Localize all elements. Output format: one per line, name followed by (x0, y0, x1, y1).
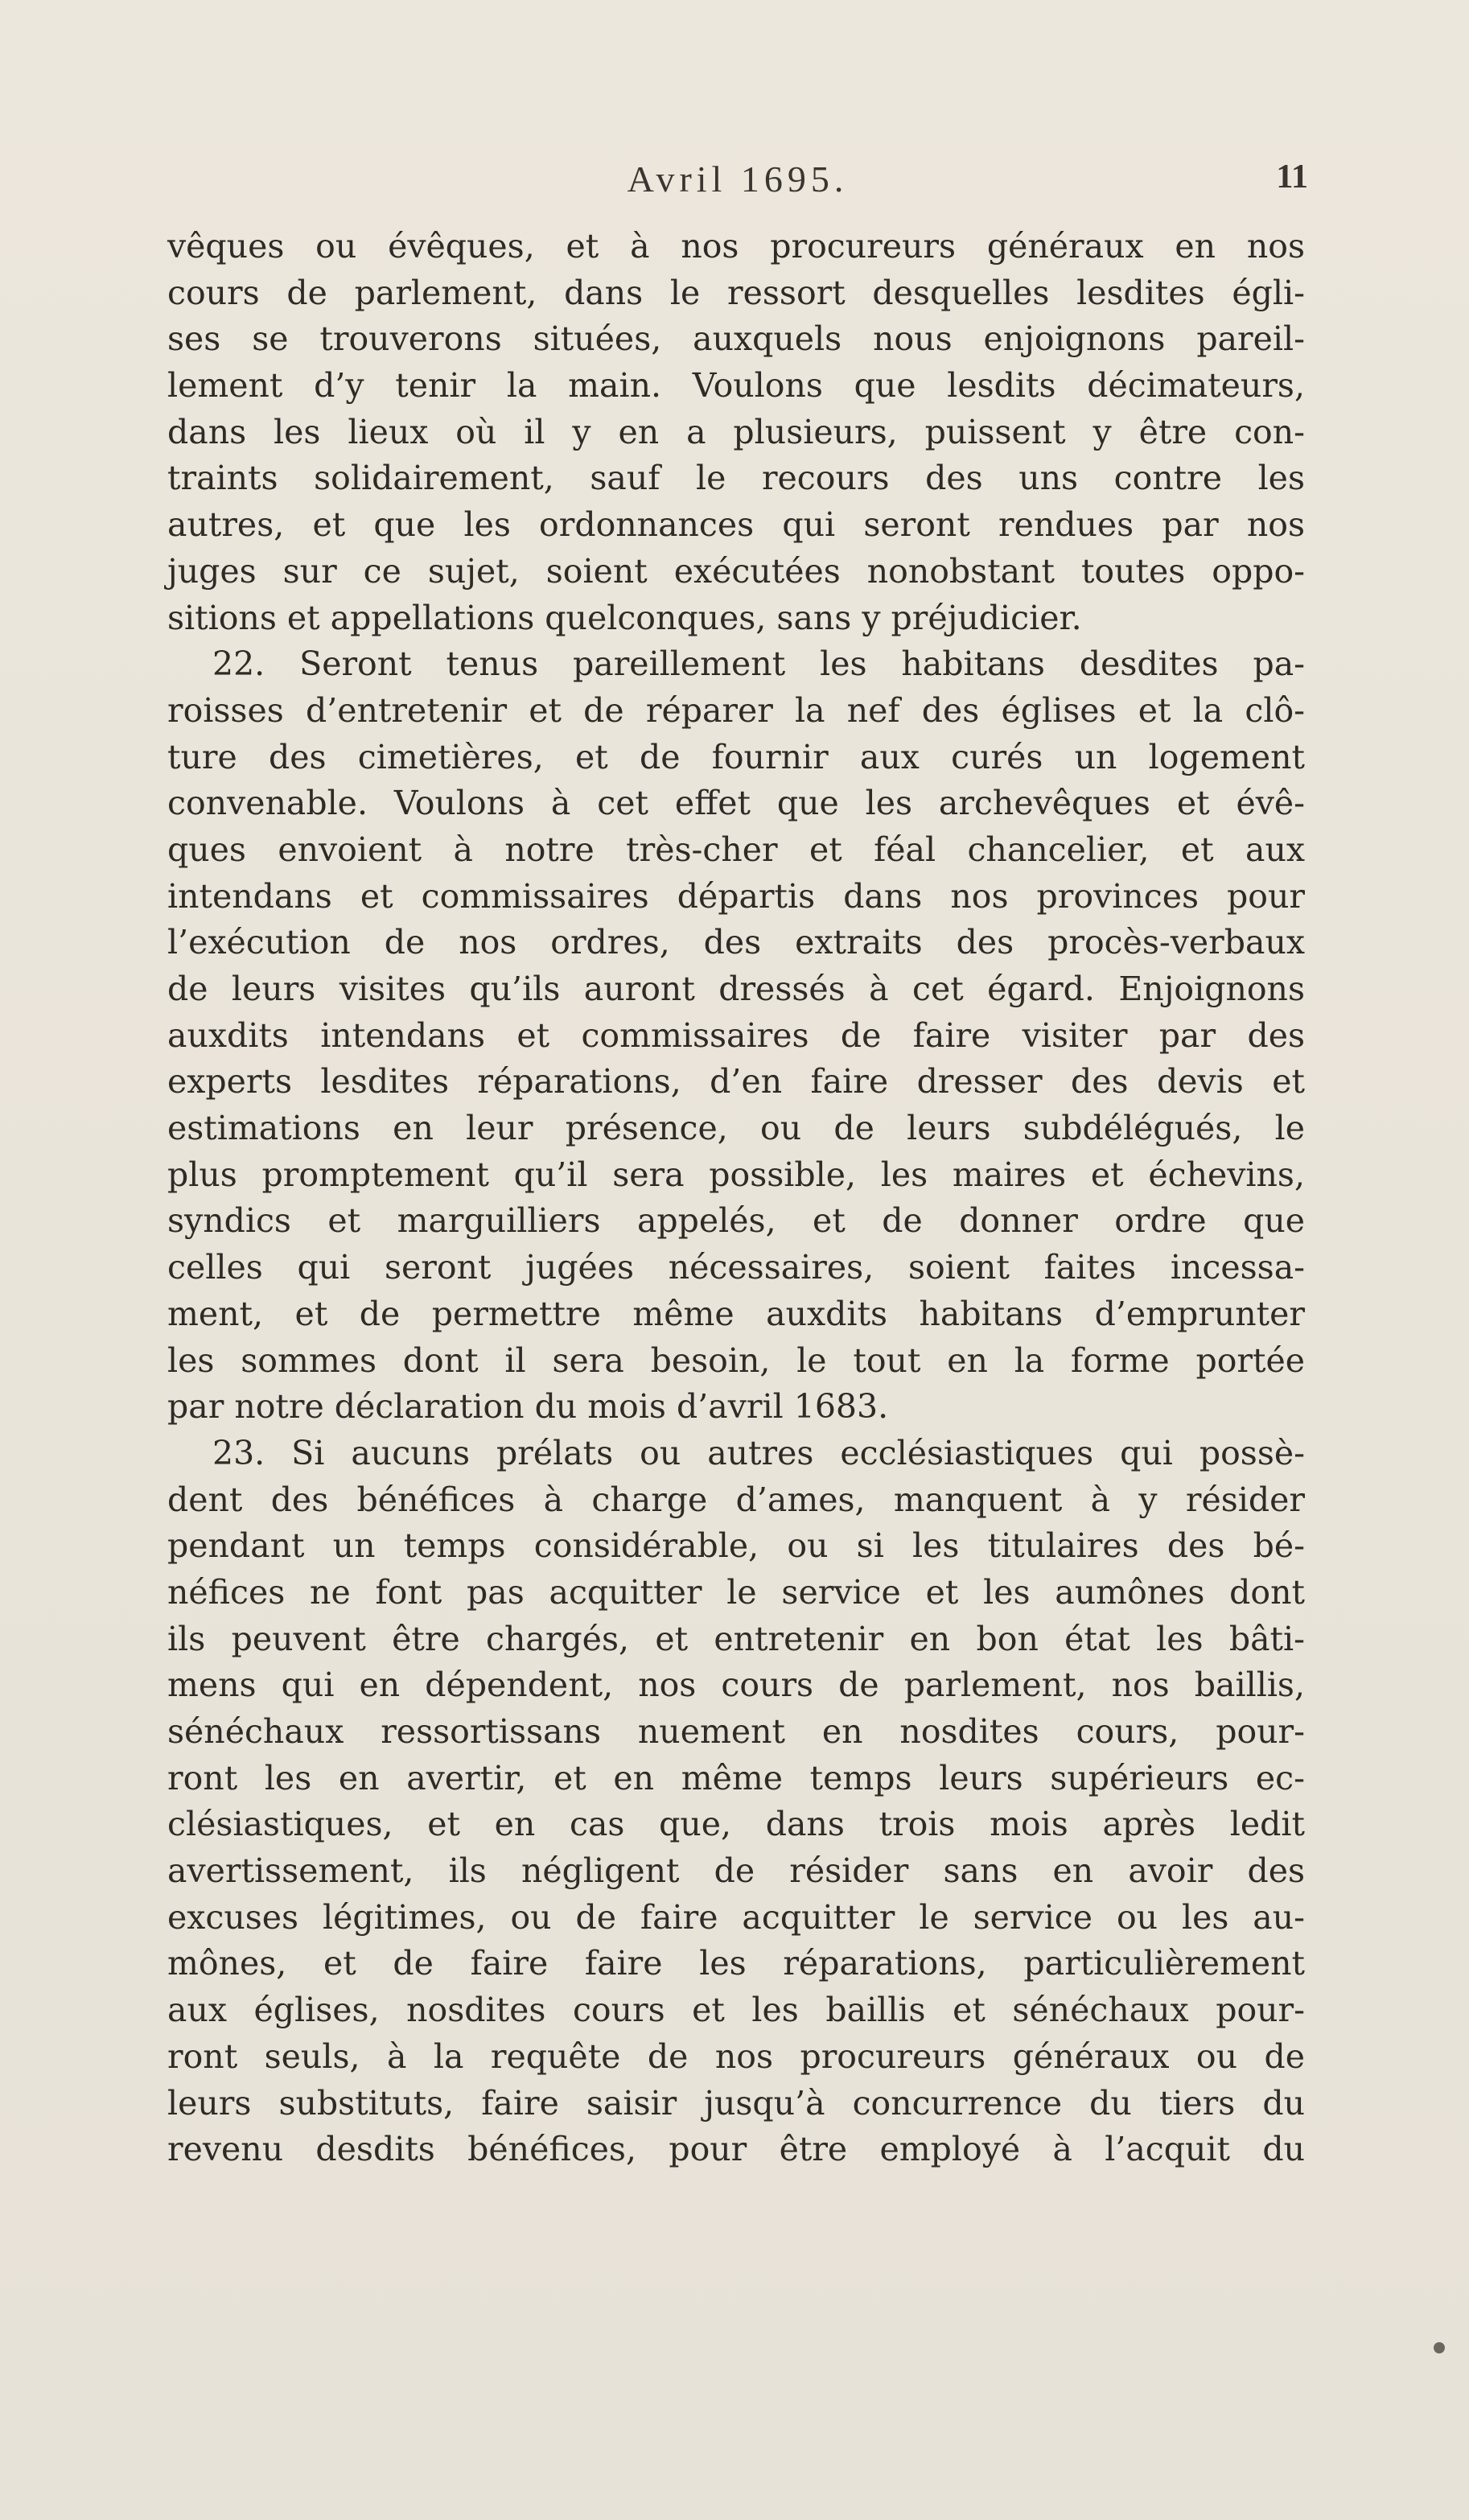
running-head (167, 158, 1308, 206)
text-line: plus promptement qu’il sera possible, les maires et échevins, (167, 1155, 1305, 1194)
article-22-first-line: 22. Seront tenus pareillement les habitans desdites pa- (212, 644, 1305, 684)
text-line: ront seuls, à la requête de nos procureurs généraux ou de (167, 2036, 1305, 2076)
text-line: dans les lieux où il y en a plusieurs, puissent y être con- (167, 412, 1305, 451)
paragraph-end-line: par notre déclaration du mois d’avril 1683. (167, 1387, 889, 1427)
text-line: traints solidairement, sauf le recours des uns contre les (167, 459, 1305, 498)
text-line: ment, et de permettre même auxdits habitans d’emprunter (167, 1294, 1305, 1333)
text-line: vêques ou évêques, et à nos procureurs généraux en nos (167, 227, 1305, 266)
text-line: lement d’y tenir la main. Voulons que lesdits décimateurs, (167, 366, 1305, 406)
page-number: 11 (1276, 159, 1308, 196)
text-line: convenable. Voulons à cet effet que les archevêques et évê- (167, 784, 1305, 823)
text-line: clésiastiques, et en cas que, dans trois mois après ledit (167, 1805, 1305, 1844)
text-line: revenu desdits bénéfices, pour être employé à l’acquit du (167, 2130, 1305, 2169)
text-line: ront les en avertir, et en même temps leurs supérieurs ec- (167, 1758, 1305, 1797)
text-line: néfices ne font pas acquitter le service et les aumônes dont (167, 1572, 1305, 1612)
text-line: juges sur ce sujet, soient exécutées nonobstant toutes oppo- (167, 551, 1305, 591)
text-line: ques envoient à notre très-cher et féal chancelier, et aux (167, 830, 1305, 869)
article-23-first-line: 23. Si aucuns prélats ou autres ecclésiastiques qui possè- (212, 1433, 1305, 1472)
text-line: leurs substituts, faire saisir jusqu’à concurrence du tiers du (167, 2083, 1305, 2123)
text-line: ses se trouverons situées, auxquels nous enjoignons pareil- (167, 319, 1305, 359)
text-line: auxdits intendans et commissaires de faire visiter par des (167, 1015, 1305, 1055)
text-line: avertissement, ils négligent de résider sans en avoir des (167, 1851, 1305, 1891)
text-line: de leurs visites qu’ils auront dressés à cet égard. Enjoignons (167, 970, 1305, 1008)
text-line: estimations en leur présence, ou de leurs subdélégués, le (167, 1109, 1305, 1148)
text-line: aux églises, nosdites cours et les baillis et sénéchaux pour- (167, 1991, 1305, 2030)
text-line: mônes, et de faire faire les réparations, particulièrement (167, 1944, 1305, 1983)
text-line: mens qui en dépendent, nos cours de parlement, nos baillis, (167, 1666, 1305, 1705)
text-line: cours de parlement, dans le ressort desquelles lesdites égli- (167, 273, 1305, 312)
text-line: experts lesdites réparations, d’en faire dresser des devis et (167, 1062, 1305, 1101)
text-line: dent des bénéfices à charge d’ames, manquent à y résider (167, 1480, 1305, 1519)
text-line: l’exécution de nos ordres, des extraits des procès-verbaux (167, 923, 1305, 962)
text-line: syndics et marguilliers appelés, et de donner ordre que (167, 1201, 1305, 1241)
text-line: sénéchaux ressortissans nuement en nosdites cours, pour- (167, 1712, 1305, 1751)
text-line: celles qui seront jugées nécessaires, soient faites incessa- (167, 1248, 1305, 1287)
text-line: ture des cimetières, et de fournir aux curés un logement (167, 737, 1305, 776)
running-title: Avril 1695. (627, 159, 849, 200)
text-line: autres, et que les ordonnances qui seront rendues par nos (167, 505, 1305, 545)
paragraph-end-line: sitions et appellations quelconques, sans y préjudicier. (167, 598, 1082, 637)
text-line: les sommes dont il sera besoin, le tout en la forme portée (167, 1340, 1305, 1380)
text-line: intendans et commissaires départis dans nos provinces pour (167, 876, 1305, 916)
text-line: ils peuvent être chargés, et entretenir en bon état les bâti- (167, 1619, 1305, 1658)
ink-spot (1434, 2342, 1445, 2353)
text-line: excuses légitimes, ou de faire acquitter le service ou les au- (167, 1897, 1305, 1937)
body-text (167, 224, 1305, 2173)
text-line: pendant un temps considérable, ou si les titulaires des bé- (167, 1526, 1305, 1566)
text-line: roisses d’entretenir et de réparer la nef des églises et la clô- (167, 690, 1305, 730)
